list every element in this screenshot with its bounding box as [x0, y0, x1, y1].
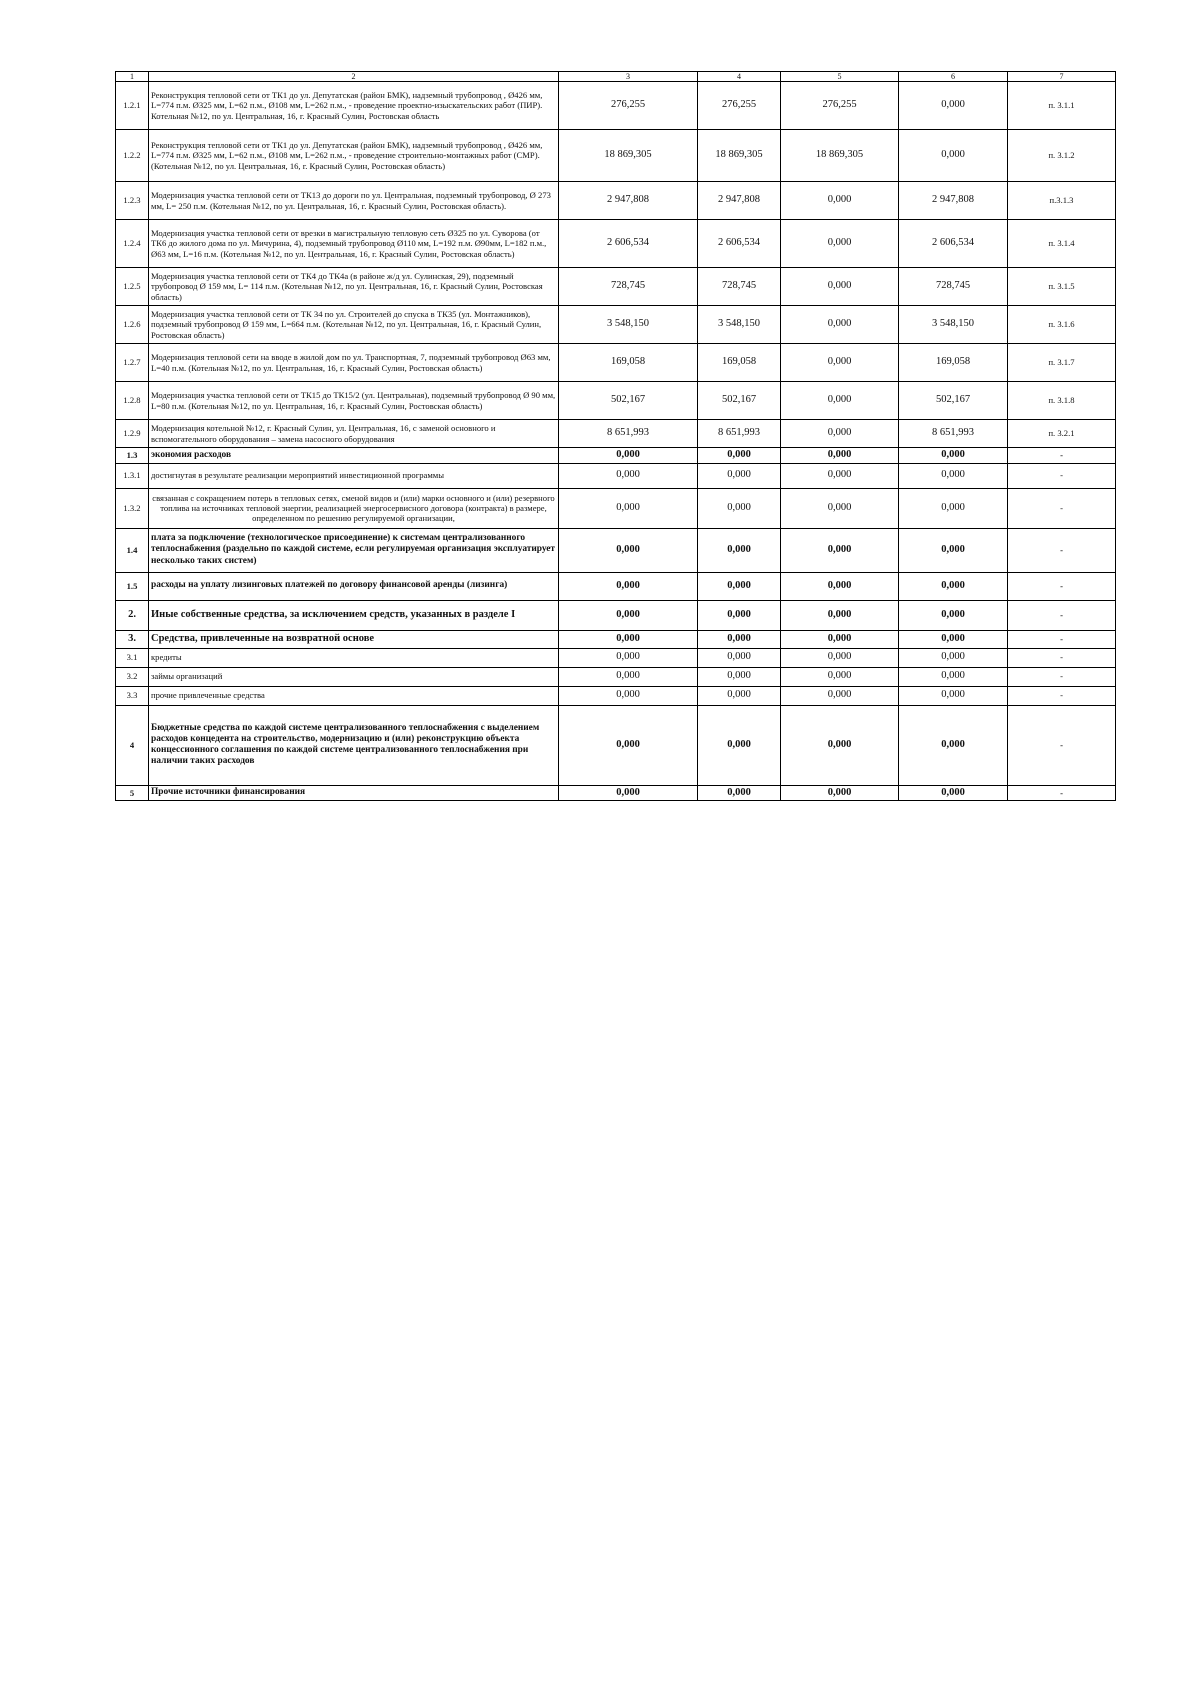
cell-col5: 0,000: [781, 448, 899, 464]
table-row: [116, 648, 1116, 667]
cell-col6: 0,000: [899, 528, 1008, 572]
cell-col3: 8 651,993: [559, 420, 698, 448]
row-description: Модернизация участка тепловой сети от ТК13 до дороги по ул. Центральная, подземный трубопровод, Ø 273 мм, L= 250 п.м. (Котельная №12, по ул. Центральная, 16, г. Красный Сулин, Ростовская область).: [149, 182, 559, 220]
cell-col4: 0,000: [698, 572, 781, 600]
cell-col4: 728,745: [698, 268, 781, 306]
row-number: 2.: [116, 600, 149, 630]
cell-col3: 0,000: [559, 667, 698, 686]
row-description: кредиты: [149, 648, 559, 667]
cell-col4: 0,000: [698, 648, 781, 667]
cell-col7: -: [1008, 648, 1116, 667]
cell-col4: 2 606,534: [698, 220, 781, 268]
cell-col6: 0,000: [899, 448, 1008, 464]
cell-col7: п.3.1.3: [1008, 182, 1116, 220]
row-number: 1.3.1: [116, 463, 149, 488]
cell-col5: 0,000: [781, 528, 899, 572]
row-number: 1.2.2: [116, 130, 149, 182]
cell-col4: 0,000: [698, 785, 781, 801]
cell-col3: 0,000: [559, 785, 698, 801]
row-description: Модернизация котельной №12, г. Красный Сулин, ул. Центральная, 16, с заменой основного и вспомогательного оборудования – замена насосного оборудования: [149, 420, 559, 448]
cell-col3: 0,000: [559, 648, 698, 667]
row-number: 4: [116, 705, 149, 785]
cell-col4: 2 947,808: [698, 182, 781, 220]
cell-col6: 0,000: [899, 686, 1008, 705]
row-description: связанная с сокращением потерь в тепловых сетях, сменой видов и (или) марки основного и (или) резервного топлива на источниках тепловой энергии, реализацией энергосервисного договора (контракта) в размере, определенном по решению регулируемой организации,: [149, 488, 559, 528]
row-number: 1.5: [116, 572, 149, 600]
cell-col7: -: [1008, 528, 1116, 572]
cell-col5: 0,000: [781, 420, 899, 448]
cell-col7: п. 3.1.1: [1008, 82, 1116, 130]
table-row: [116, 463, 1116, 488]
cell-col6: 0,000: [899, 630, 1008, 648]
cell-col7: п. 3.1.2: [1008, 130, 1116, 182]
cell-col5: 0,000: [781, 667, 899, 686]
cell-col6: 0,000: [899, 82, 1008, 130]
table-row: [116, 630, 1116, 648]
table-row: [116, 182, 1116, 220]
cell-col6: 169,058: [899, 344, 1008, 382]
cell-col5: 0,000: [781, 600, 899, 630]
cell-col3: 3 548,150: [559, 306, 698, 344]
cell-col5: 18 869,305: [781, 130, 899, 182]
cell-col7: п. 3.1.7: [1008, 344, 1116, 382]
cell-col6: 0,000: [899, 130, 1008, 182]
table-row: [116, 382, 1116, 420]
cell-col4: 0,000: [698, 630, 781, 648]
row-number: 5: [116, 785, 149, 801]
row-description: Модернизация участка тепловой сети от ТК15 до ТК15/2 (ул. Центральная), подземный трубопровод Ø 90 мм, L=80 п.м. (Котельная №12, по ул. Центральная, 16, г. Красный Сулин, Ростовская область): [149, 382, 559, 420]
row-number: 3.2: [116, 667, 149, 686]
cell-col3: 0,000: [559, 630, 698, 648]
cell-col5: 0,000: [781, 382, 899, 420]
cell-col7: -: [1008, 630, 1116, 648]
row-number: 1.2.5: [116, 268, 149, 306]
cell-col6: 2 606,534: [899, 220, 1008, 268]
cell-col5: 0,000: [781, 705, 899, 785]
cell-col3: 0,000: [559, 572, 698, 600]
cell-col6: 0,000: [899, 667, 1008, 686]
row-number: 3.: [116, 630, 149, 648]
cell-col6: 3 548,150: [899, 306, 1008, 344]
cell-col7: п. 3.1.8: [1008, 382, 1116, 420]
cell-col7: -: [1008, 572, 1116, 600]
row-number: 1.3.2: [116, 488, 149, 528]
column-header: 1: [116, 72, 149, 82]
row-number: 1.2.4: [116, 220, 149, 268]
cell-col4: 0,000: [698, 705, 781, 785]
cell-col4: 169,058: [698, 344, 781, 382]
row-description: Иные собственные средства, за исключением средств, указанных в разделе I: [149, 600, 559, 630]
cell-col6: 2 947,808: [899, 182, 1008, 220]
row-description: достигнутая в результате реализации мероприятий инвестиционной программы: [149, 463, 559, 488]
cell-col5: 276,255: [781, 82, 899, 130]
cell-col6: 0,000: [899, 572, 1008, 600]
table-row: [116, 344, 1116, 382]
cell-col4: 502,167: [698, 382, 781, 420]
cell-col5: 0,000: [781, 648, 899, 667]
cell-col7: -: [1008, 488, 1116, 528]
cell-col3: 2 606,534: [559, 220, 698, 268]
table-row: [116, 268, 1116, 306]
row-description: экономия расходов: [149, 448, 559, 464]
cell-col6: 502,167: [899, 382, 1008, 420]
cell-col6: 0,000: [899, 488, 1008, 528]
row-number: 1.2.9: [116, 420, 149, 448]
cell-col4: 0,000: [698, 686, 781, 705]
cell-col7: -: [1008, 600, 1116, 630]
cell-col4: 3 548,150: [698, 306, 781, 344]
table-row: [116, 220, 1116, 268]
cell-col7: п. 3.1.6: [1008, 306, 1116, 344]
cell-col7: -: [1008, 705, 1116, 785]
row-description: Модернизация участка тепловой сети от ТК 34 по ул. Строителей до спуска в ТК35 (ул. Монтажников), подземный трубопровод Ø 159 мм, L=664 п.м. (Котельная №12, по ул. Центральная, 16, г. Красный Сулин, Ростовская область): [149, 306, 559, 344]
cell-col6: 0,000: [899, 785, 1008, 801]
row-description: плата за подключение (технологическое присоединение) к системам централизованного теплоснабжения (раздельно по каждой системе, если регулируемая организация эксплуатирует несколько таких систем): [149, 528, 559, 572]
row-description: Бюджетные средства по каждой системе централизованного теплоснабжения с выделением расходов концедента на строительство, модернизацию и (или) реконструкцию объекта концессионного соглашения по каждой системе централизованного теплоснабжения при наличии таких расходов: [149, 705, 559, 785]
row-number: 1.4: [116, 528, 149, 572]
cell-col7: -: [1008, 667, 1116, 686]
cell-col7: -: [1008, 686, 1116, 705]
table-row: [116, 705, 1116, 785]
row-description: Средства, привлеченные на возвратной основе: [149, 630, 559, 648]
cell-col5: 0,000: [781, 463, 899, 488]
cell-col5: 0,000: [781, 220, 899, 268]
cell-col6: 8 651,993: [899, 420, 1008, 448]
cell-col5: 0,000: [781, 785, 899, 801]
cell-col5: 0,000: [781, 488, 899, 528]
cell-col6: 0,000: [899, 600, 1008, 630]
cell-col3: 0,000: [559, 686, 698, 705]
cell-col5: 0,000: [781, 268, 899, 306]
cell-col3: 2 947,808: [559, 182, 698, 220]
column-header: 6: [899, 72, 1008, 82]
cell-col3: 18 869,305: [559, 130, 698, 182]
row-description: Модернизация тепловой сети на вводе в жилой дом по ул. Транспортная, 7, подземный трубопровод Ø63 мм, L=40 п.м. (Котельная №12, по ул. Центральная, 16, г. Красный Сулин, Ростовская область): [149, 344, 559, 382]
cell-col6: 0,000: [899, 705, 1008, 785]
row-description: займы организаций: [149, 667, 559, 686]
row-number: 3.3: [116, 686, 149, 705]
cell-col3: 0,000: [559, 600, 698, 630]
table-row: [116, 448, 1116, 464]
cell-col5: 0,000: [781, 572, 899, 600]
cell-col5: 0,000: [781, 344, 899, 382]
cell-col4: 0,000: [698, 463, 781, 488]
table-row: [116, 572, 1116, 600]
cell-col4: 0,000: [698, 600, 781, 630]
cell-col7: п. 3.1.5: [1008, 268, 1116, 306]
row-number: 1.2.6: [116, 306, 149, 344]
table-row: [116, 667, 1116, 686]
cell-col3: 0,000: [559, 463, 698, 488]
column-header: 3: [559, 72, 698, 82]
cell-col6: 728,745: [899, 268, 1008, 306]
table-row: [116, 130, 1116, 182]
cell-col4: 0,000: [698, 488, 781, 528]
table-row: [116, 528, 1116, 572]
row-description: расходы на уплату лизинговых платежей по договору финансовой аренды (лизинга): [149, 572, 559, 600]
cell-col3: 0,000: [559, 488, 698, 528]
table-header-row: [116, 72, 1116, 82]
cell-col7: п. 3.1.4: [1008, 220, 1116, 268]
financing-table: [115, 71, 1116, 801]
cell-col7: -: [1008, 463, 1116, 488]
row-description: Модернизация участка тепловой сети от врезки в магистральную тепловую сеть Ø325 по ул. Суворова (от ТК6 до жилого дома по ул. Мичурина, 4), подземный трубопровод Ø110 мм, L=192 п.м. Ø90мм, L=182 п.м., Ø63 мм, L=16 п.м. (Котельная №12, по ул. Центральная, 16, г. Красный Сулин, Ростовская область): [149, 220, 559, 268]
cell-col3: 169,058: [559, 344, 698, 382]
column-header: 5: [781, 72, 899, 82]
table-row: [116, 82, 1116, 130]
cell-col7: -: [1008, 785, 1116, 801]
cell-col3: 728,745: [559, 268, 698, 306]
row-number: 1.3: [116, 448, 149, 464]
column-header: 2: [149, 72, 559, 82]
row-description: Реконструкция тепловой сети от ТК1 до ул. Депутатская (район БМК), надземный трубопровод , Ø426 мм, L=774 п.м. Ø325 мм, L=62 п.м., Ø108 мм, L=262 п.м., - проведение строительно-монтажных работ (СМР). (Котельная №12, по ул. Центральная, 16, г. Красный Сулин, Ростовская область): [149, 130, 559, 182]
cell-col3: 276,255: [559, 82, 698, 130]
row-description: Модернизация участка тепловой сети от ТК4 до ТК4а (в районе ж/д ул. Сулинская, 29), подземный трубопровод Ø 159 мм, L= 114 п.м. (Котельная №12, по ул. Центральная, 16, г. Красный Сулин, Ростовская область): [149, 268, 559, 306]
row-number: 1.2.3: [116, 182, 149, 220]
cell-col4: 0,000: [698, 528, 781, 572]
cell-col5: 0,000: [781, 306, 899, 344]
table-row: [116, 686, 1116, 705]
cell-col7: п. 3.2.1: [1008, 420, 1116, 448]
cell-col3: 0,000: [559, 705, 698, 785]
cell-col5: 0,000: [781, 182, 899, 220]
cell-col5: 0,000: [781, 630, 899, 648]
row-number: 1.2.8: [116, 382, 149, 420]
row-description: прочие привлеченные средства: [149, 686, 559, 705]
column-header: 4: [698, 72, 781, 82]
cell-col4: 0,000: [698, 448, 781, 464]
table-row: [116, 600, 1116, 630]
cell-col4: 8 651,993: [698, 420, 781, 448]
column-header: 7: [1008, 72, 1116, 82]
table-row: [116, 306, 1116, 344]
cell-col5: 0,000: [781, 686, 899, 705]
row-description: Прочие источники финансирования: [149, 785, 559, 801]
cell-col6: 0,000: [899, 463, 1008, 488]
table-row: [116, 420, 1116, 448]
cell-col3: 0,000: [559, 528, 698, 572]
row-number: 3.1: [116, 648, 149, 667]
cell-col4: 18 869,305: [698, 130, 781, 182]
cell-col4: 276,255: [698, 82, 781, 130]
cell-col7: -: [1008, 448, 1116, 464]
table-row: [116, 488, 1116, 528]
table-row: [116, 785, 1116, 801]
row-number: 1.2.1: [116, 82, 149, 130]
cell-col6: 0,000: [899, 648, 1008, 667]
cell-col3: 502,167: [559, 382, 698, 420]
cell-col3: 0,000: [559, 448, 698, 464]
row-number: 1.2.7: [116, 344, 149, 382]
cell-col4: 0,000: [698, 667, 781, 686]
row-description: Реконструкция тепловой сети от ТК1 до ул. Депутатская (район БМК), надземный трубопровод , Ø426 мм, L=774 п.м. Ø325 мм, L=62 п.м., Ø108 мм, L=262 п.м., - проведение проектно-изыскательских работ (ПИР). Котельная №12, по ул. Центральная, 16, г. Красный Сулин, Ростовская область: [149, 82, 559, 130]
